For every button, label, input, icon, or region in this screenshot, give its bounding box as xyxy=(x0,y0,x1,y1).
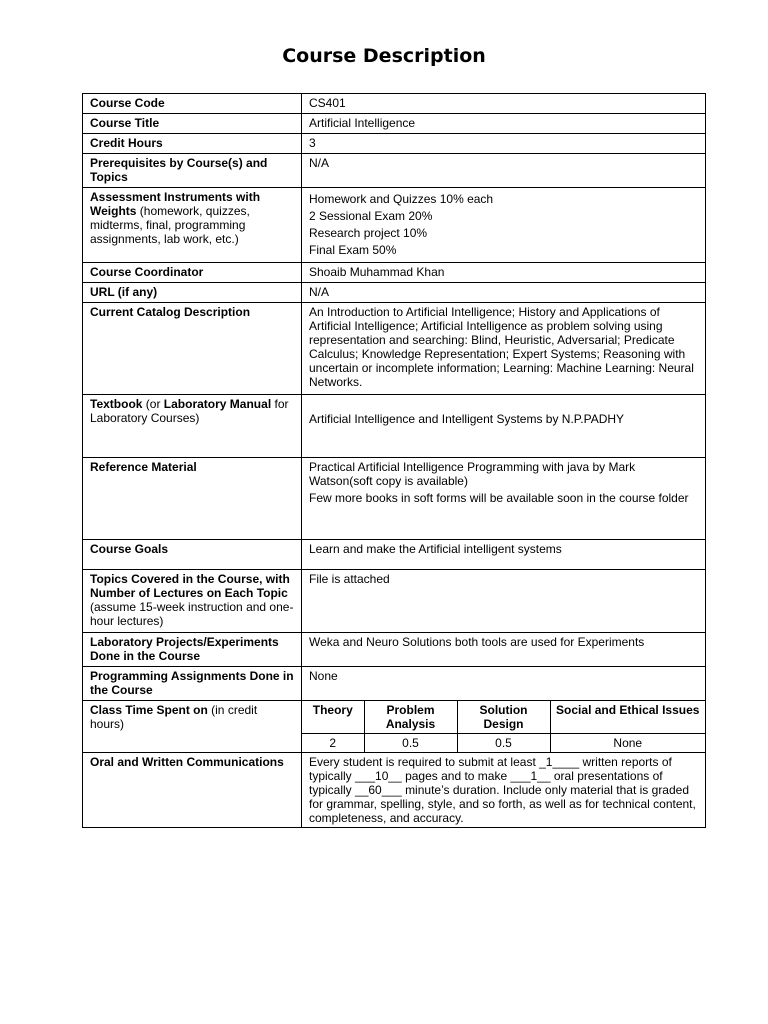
coordinator-value: Shoaib Muhammad Khan xyxy=(302,263,706,283)
table-row xyxy=(83,458,706,540)
course-title-label-text: Course Title xyxy=(90,116,160,130)
textbook-label xyxy=(83,395,302,458)
assessment-value xyxy=(302,188,706,263)
solution-design-header: Solution Design xyxy=(479,703,528,731)
url-value: N/A xyxy=(302,283,706,303)
problem-analysis-header: Problem Analysis xyxy=(385,703,436,731)
reference-line: Few more books in soft forms will be available soon in the course folder xyxy=(309,491,689,505)
class-time-label-rest: (in credit hours) xyxy=(90,703,258,731)
class-time-table xyxy=(302,701,705,752)
lab-projects-label xyxy=(83,633,302,667)
table-row xyxy=(83,154,706,188)
credit-hours-value: 3 xyxy=(302,134,706,154)
course-code-label xyxy=(83,94,302,114)
table-row xyxy=(83,188,706,263)
reference-label xyxy=(83,458,302,540)
table-row xyxy=(83,283,706,303)
table-row xyxy=(83,570,706,633)
textbook-value-text: Artificial Intelligence and Intelligent Systems by N.P.PADHY xyxy=(309,412,625,426)
course-title-label xyxy=(83,114,302,134)
programming-label-text: Programming Assignments Done in the Course xyxy=(90,669,294,697)
class-time-header xyxy=(302,701,364,734)
reference-label-text: Reference Material xyxy=(90,460,197,474)
problem-analysis-value: 0.5 xyxy=(364,734,457,753)
textbook-label-rest: for Laboratory Courses) xyxy=(90,397,289,425)
textbook-value xyxy=(302,395,706,458)
coordinator-label-text: Course Coordinator xyxy=(90,265,204,279)
catalog-label-text: Current Catalog Description xyxy=(90,305,251,319)
class-time-header-row xyxy=(302,701,705,734)
course-title-value: Artificial Intelligence xyxy=(302,114,706,134)
lab-manual-label-bold: Laboratory Manual xyxy=(163,397,272,411)
reference-value xyxy=(302,458,706,540)
url-label xyxy=(83,283,302,303)
table-row xyxy=(83,94,706,114)
prerequisites-value: N/A xyxy=(302,154,706,188)
table-row xyxy=(83,303,706,395)
table-row xyxy=(83,701,706,753)
assessment-label-rest: (homework, quizzes, midterms, final, programming assignments, lab work, etc.) xyxy=(90,204,250,246)
social-ethical-value: None xyxy=(550,734,705,753)
assessment-line: Final Exam 50% xyxy=(309,243,397,257)
class-time-header xyxy=(364,701,457,734)
table-row xyxy=(83,540,706,570)
oral-written-label-text: Oral and Written Communications xyxy=(90,755,284,769)
table-row xyxy=(83,114,706,134)
table-row xyxy=(83,263,706,283)
assessment-label-bold: Assessment Instruments with Weights xyxy=(90,190,261,218)
class-time-cell xyxy=(302,701,706,753)
theory-header: Theory xyxy=(312,703,353,717)
class-time-value-row xyxy=(302,734,705,753)
table-row xyxy=(83,395,706,458)
coordinator-label xyxy=(83,263,302,283)
oral-written-value: Every student is required to submit at least _1____ written reports of typically ___10__ pages and to make ___1__ oral presentations of typically __60___ minute’s duration. Include only material that is graded for grammar, spelling, style, and so forth, as well as for technical content, completeness, and accuracy. xyxy=(302,753,706,828)
url-label-text: URL (if any) xyxy=(90,285,158,299)
social-ethical-header: Social and Ethical Issues xyxy=(556,703,700,717)
lab-projects-label-text: Laboratory Projects/Experiments Done in the Course xyxy=(90,635,279,663)
assessment-label xyxy=(83,188,302,263)
table-row xyxy=(83,134,706,154)
goals-label xyxy=(83,540,302,570)
topics-value: File is attached xyxy=(302,570,706,633)
textbook-label-bold: Textbook xyxy=(90,397,143,411)
course-code-label-text: Course Code xyxy=(90,96,165,110)
goals-label-text: Course Goals xyxy=(90,542,169,556)
prerequisites-label xyxy=(83,154,302,188)
textbook-label-mid: (or xyxy=(142,397,164,411)
programming-value: None xyxy=(302,667,706,701)
credit-hours-label xyxy=(83,134,302,154)
reference-line: Practical Artificial Intelligence Programming with java by Mark Watson(soft copy is available) xyxy=(309,460,636,488)
table-row xyxy=(83,633,706,667)
topics-label-bold: Topics Covered in the Course, with Number of Lectures on Each Topic xyxy=(90,572,290,600)
table-row xyxy=(83,753,706,828)
class-time-label xyxy=(83,701,302,753)
course-code-value: CS401 xyxy=(302,94,706,114)
solution-design-value: 0.5 xyxy=(457,734,550,753)
topics-label-rest: (assume 15-week instruction and one-hour lectures) xyxy=(90,600,294,628)
catalog-value: An Introduction to Artificial Intelligence; History and Applications of Artificial Intelligence; Artificial Intelligence as problem solving using representation and searching: Blind, Heuristic, Adversarial; Predicate Calculus; Knowledge Representation; Expert Systems; Reasoning with uncertain or incomplete information; Learning: Machine Learning: Neural Networks. xyxy=(302,303,706,395)
oral-written-label xyxy=(83,753,302,828)
catalog-label xyxy=(83,303,302,395)
credit-hours-label-text: Credit Hours xyxy=(90,136,163,150)
lab-projects-value: Weka and Neuro Solutions both tools are used for Experiments xyxy=(302,633,706,667)
assessment-line: 2 Sessional Exam 20% xyxy=(309,209,433,223)
class-time-header xyxy=(550,701,705,734)
course-description-table xyxy=(82,93,706,828)
page-title: Course Description xyxy=(282,45,486,67)
assessment-line: Research project 10% xyxy=(309,226,428,240)
goals-value: Learn and make the Artificial intelligent systems xyxy=(302,540,706,570)
table-row xyxy=(83,667,706,701)
assessment-line: Homework and Quizzes 10% each xyxy=(309,192,494,206)
theory-value: 2 xyxy=(302,734,364,753)
prerequisites-label-text: Prerequisites by Course(s) and Topics xyxy=(90,156,268,184)
class-time-header xyxy=(457,701,550,734)
topics-label xyxy=(83,570,302,633)
class-time-label-bold: Class Time Spent on xyxy=(90,703,208,717)
programming-label xyxy=(83,667,302,701)
